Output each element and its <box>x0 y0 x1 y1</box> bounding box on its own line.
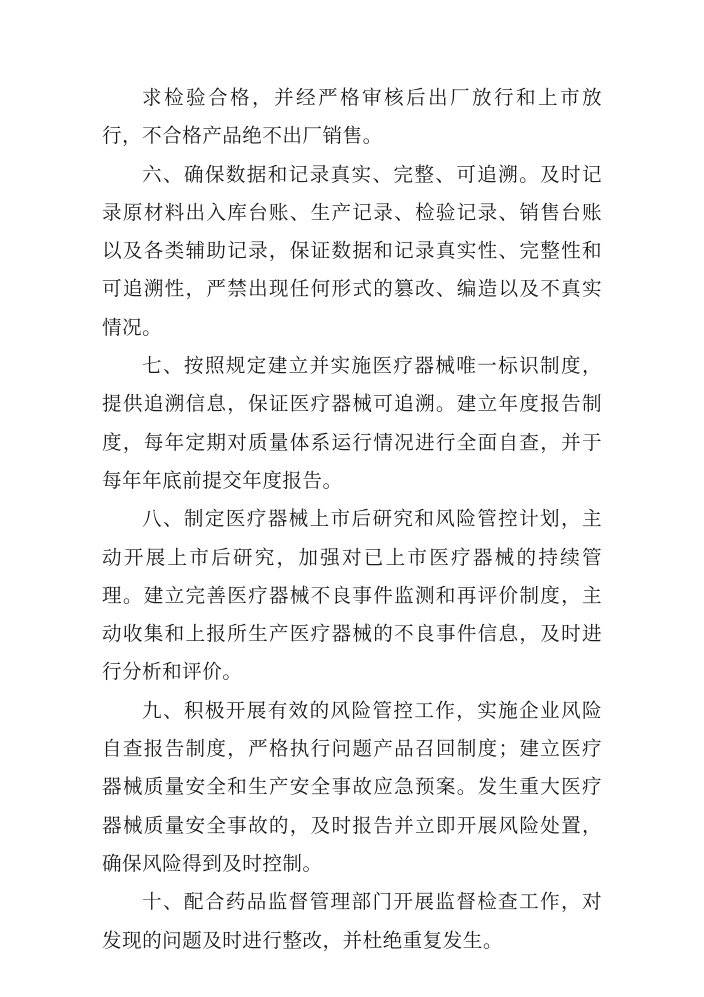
paragraph-item-7: 七、按照规定建立并实施医疗器械唯一标识制度，提供追溯信息，保证医疗器械可追溯。建立年度报告制度，每年定期对质量体系运行情况进行全面自查，并于每年年底前提交年度报告。 <box>102 354 602 492</box>
paragraph-continuation: 求检验合格，并经严格审核后出厂放行和上市放行，不合格产品绝不出厂销售。 <box>102 86 602 148</box>
paragraph-item-10: 十、配合药品监督管理部门开展监督检查工作，对发现的问题及时进行整改，并杜绝重复发生。 <box>102 890 602 952</box>
paragraph-item-6: 六、确保数据和记录真实、完整、可追溯。及时记录原材料出入库台账、生产记录、检验记录、销售台账以及各类辅助记录，保证数据和记录真实性、完整性和可追溯性，严禁出现任何形式的篡改、编造以及不真实情况。 <box>102 162 602 339</box>
paragraph-item-9: 九、积极开展有效的风险管控工作，实施企业风险自查报告制度，严格执行问题产品召回制度；建立医疗器械质量安全和生产安全事故应急预案。发生重大医疗器械质量安全事故的，及时报告并立即开展风险处置，确保风险得到及时控制。 <box>102 698 602 875</box>
document-page <box>102 79 602 960</box>
paragraph-item-8: 八、制定医疗器械上市后研究和风险管控计划，主动开展上市后研究，加强对已上市医疗器械的持续管理。建立完善医疗器械不良事件监测和再评价制度，主动收集和上报所生产医疗器械的不良事件信息，及时进行分析和评价。 <box>102 507 602 684</box>
